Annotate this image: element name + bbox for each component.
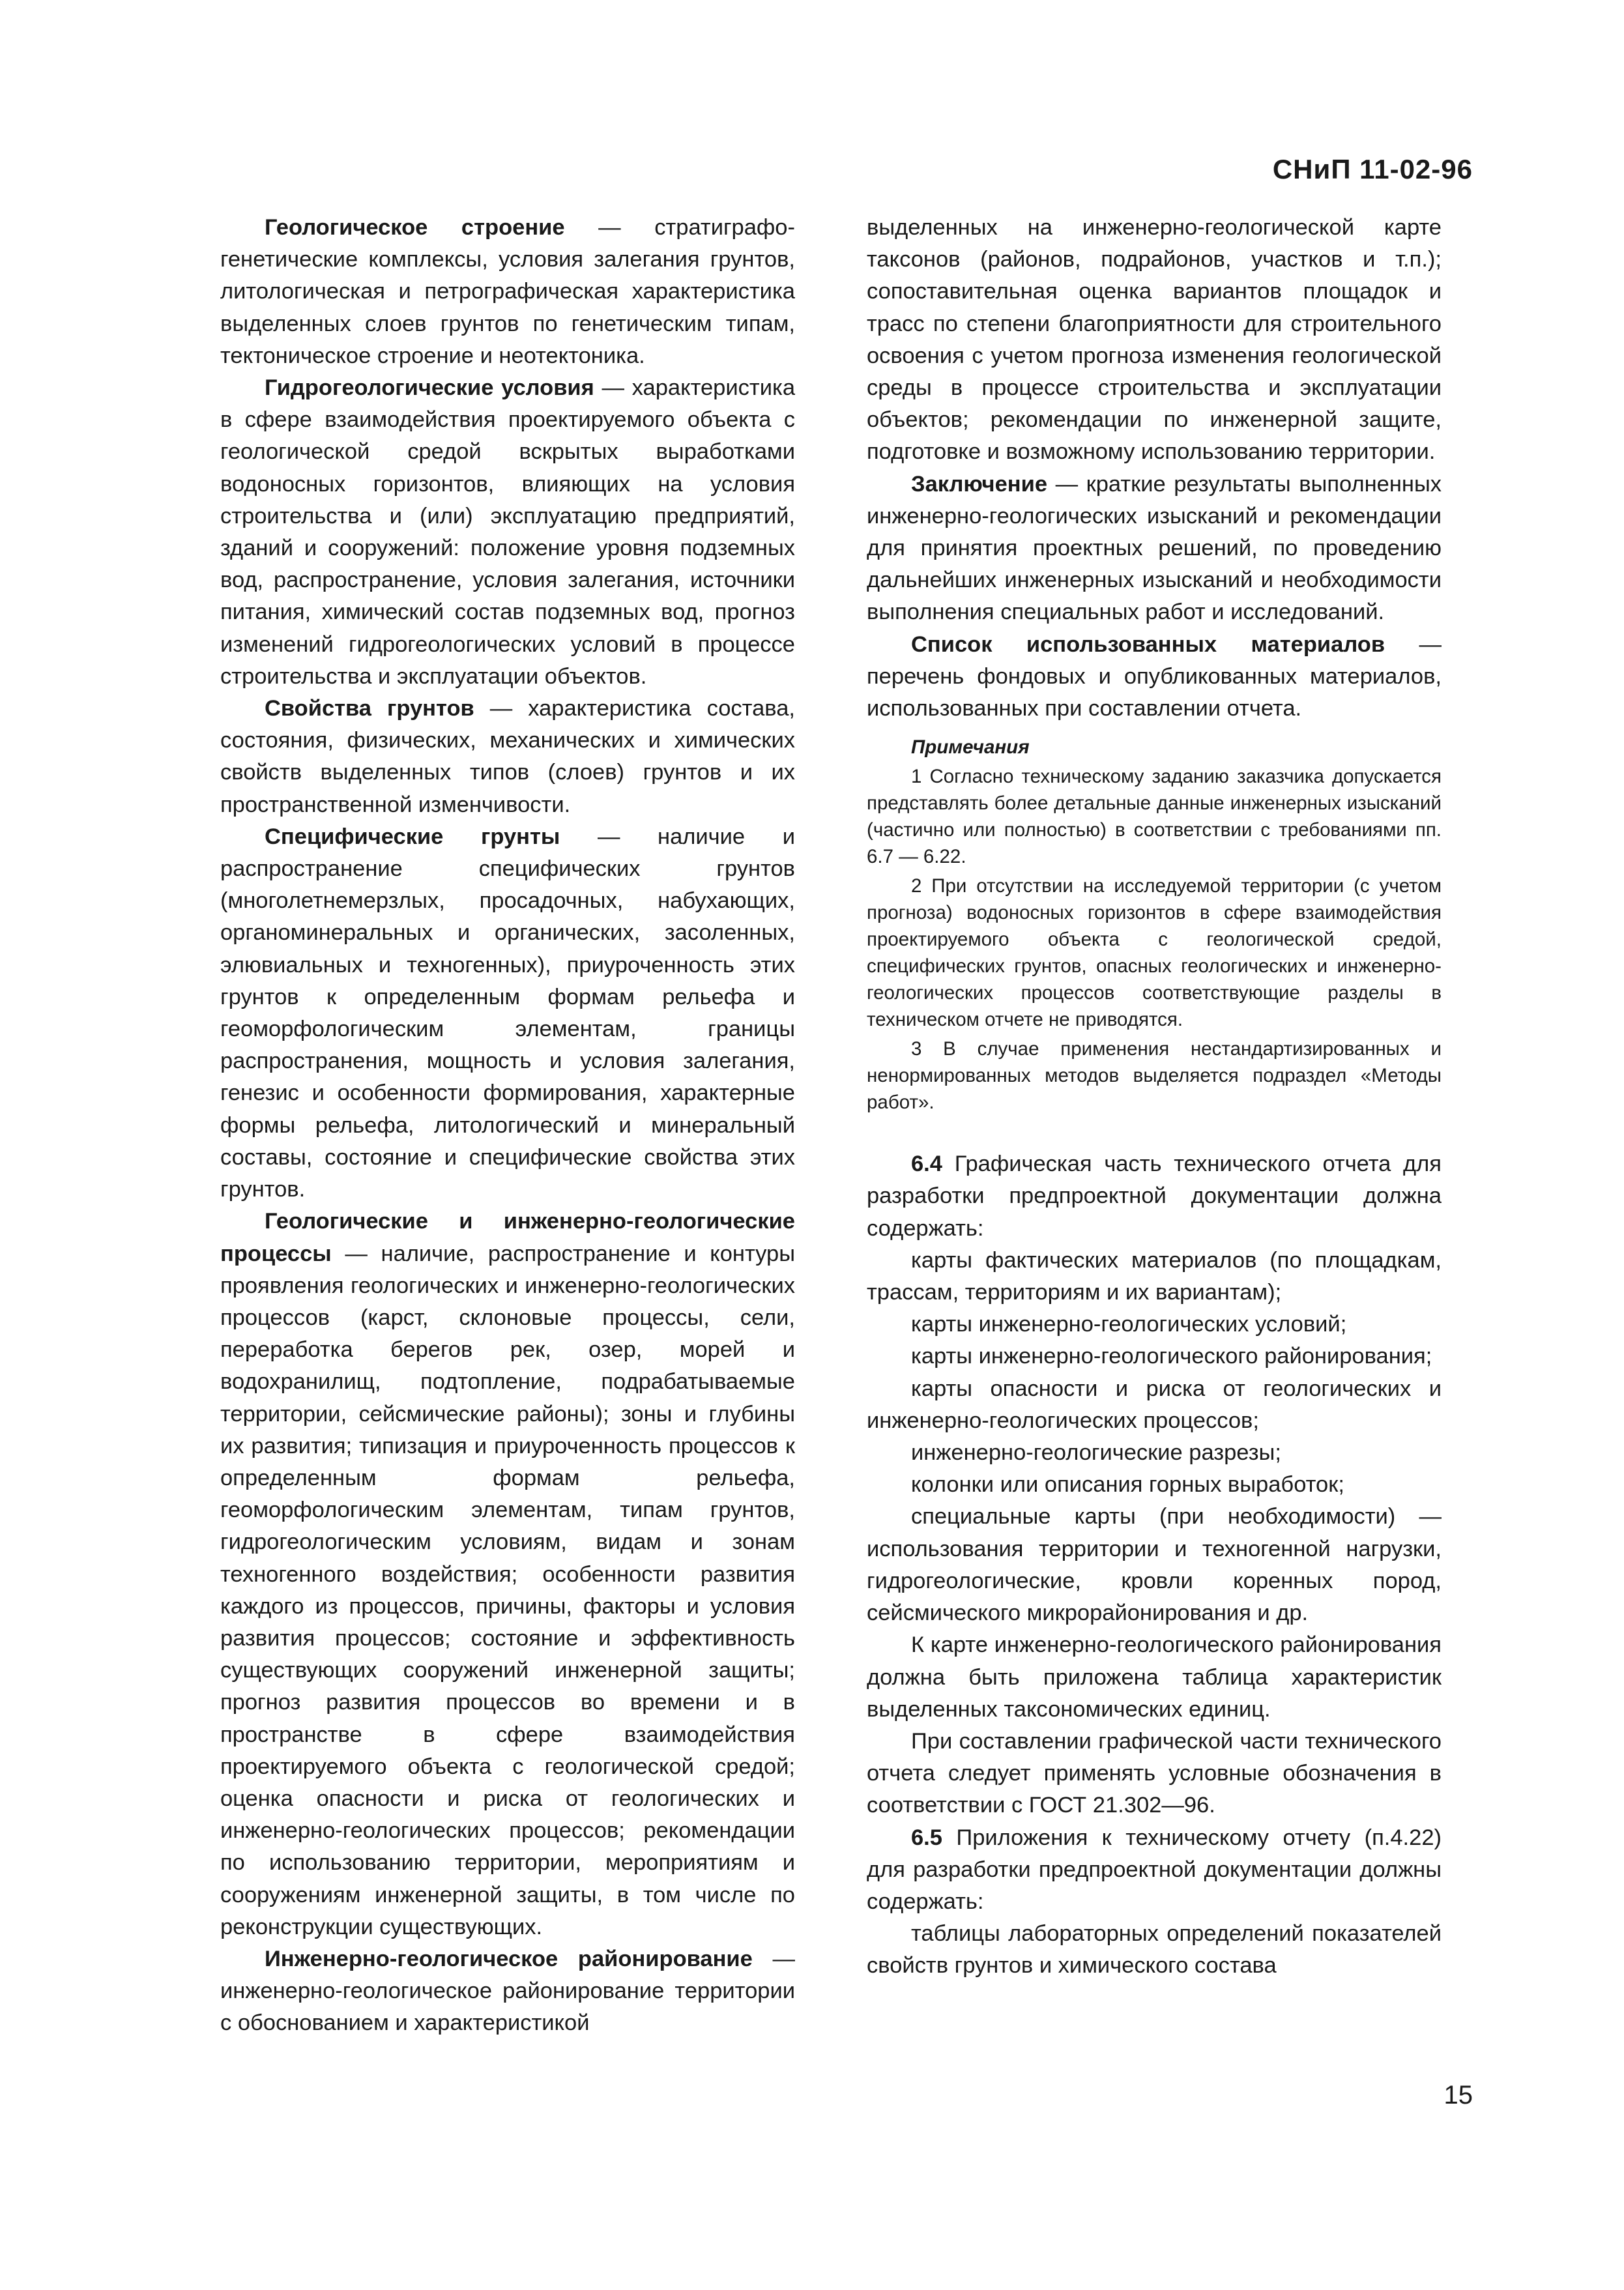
paragraph: Геологические и инженерно-геологические процессы — наличие, распространение и контуры проявления геологических и инженерно-геологических процессов (карст, склоновые процессы, сели, переработка берегов рек, озер, морей и водохранилищ, подтопление, подрабатываемые территории, сейсмические районы); зоны и глубины их развития; типизация и приуроченность процессов к определенным формам рельефа, геоморфологическим элементам, типам грунтов, гидрогеологическим условиям, видам и зонам техногенного воздействия; особенности развития каждого из процессов, причины, факторы и условия развития процессов; состояние и эффективность существующих сооружений инженерной защиты; прогноз развития процессов во времени и в пространстве в сфере взаимодействия проектируемого объекта с геологической средой; оценка опасности и риска от геологических и инженерно-геологических процессов; рекомендации по использованию территории, мероприятиям и сооружениям инженерной защиты, в том числе по реконструкции существующих. <box>220 1209 795 1939</box>
note-item: 2 При отсутствии на исследуемой территории (с учетом прогноза) водоносных горизонтов в сфере взаимодействия проектируемого объекта с геологической средой, специфических грунтов, опасных геологических и инженерно-геологических процессов соответствующие разделы в техническом отчете не приводятся. <box>867 875 1442 1031</box>
note-item: 3 В случае применения нестандартизированных и ненормированных методов выделяется подраздел «Методы работ». <box>867 1038 1442 1114</box>
document-code: СНиП 11-02-96 <box>1272 154 1473 184</box>
list-item: специальные карты (при необходимости) — использования территории и техногенной нагрузки, гидрогеологические, кровли коренных пород, сейсмического микрорайонирования и др. <box>867 1504 1442 1626</box>
term: Заключение <box>911 471 1048 497</box>
spacer <box>867 1118 1442 1148</box>
section-6-5: 6.5 Приложения к техническому отчету (п.4.22) для разработки предпроектной документации должны содержать: <box>867 1825 1442 1914</box>
paragraph: Инженерно-геологическое районирование — инженерно-геологическое районирование территории с обоснованием и характеристикой <box>220 1946 795 2036</box>
term: Свойства грунтов <box>265 696 474 721</box>
list-item: карты опасности и риска от геологических и инженерно-геологических процессов; <box>867 1376 1442 1433</box>
paragraph: Заключение — краткие результаты выполненных инженерно-геологических изысканий и рекомендации для принятия проектных решений, по проведению дальнейших инженерных изысканий и необходимости выполнения специальных работ и исследований. <box>867 471 1442 625</box>
paragraph: Геологическое строение — стратиграфо-генетические комплексы, условия залегания грунтов, литологическая и петрографическая характеристика выделенных слоев грунтов по генетическим типам, тектоническое строение и неотектоника. <box>220 215 795 368</box>
list-item: карты инженерно-геологического районирования; <box>911 1344 1432 1369</box>
list-item: карты инженерно-геологических условий; <box>911 1312 1347 1337</box>
term: Список использованных материалов <box>911 631 1385 657</box>
right-column <box>867 212 1442 1982</box>
note-item: 1 Согласно техническому заданию заказчика допускается представлять более детальные данные инженерных изысканий (частично или полностью) в соответствии с требованиями пп. 6.7 — 6.22. <box>867 766 1442 868</box>
notes-block <box>867 734 1442 1116</box>
list-item: карты фактических материалов (по площадкам, трассам, территориям и их вариантам); <box>867 1247 1442 1305</box>
paragraph: При составлении графической части технического отчета следует применять условные обозначения в соответствии с ГОСТ 21.302—96. <box>867 1728 1442 1818</box>
term: Геологическое строение <box>265 215 565 240</box>
notes-title: Примечания <box>911 736 1030 759</box>
paragraph: Гидрогеологические условия — характеристика в сфере взаимодействия проектируемого объекта с геологической средой вскрытых выработками водоносных горизонтов, влияющих на условия строительства и (или) эксплуатацию предприятий, зданий и сооружений: положение уровня подземных вод, распространение, условия залегания, источники питания, химический состав подземных вод, прогноз изменений гидрогеологических условий в процессе строительства и эксплуатации объектов. <box>220 375 796 689</box>
section-number: 6.5 <box>911 1825 942 1850</box>
left-column <box>220 212 795 2040</box>
paragraph: таблицы лабораторных определений показателей свойств грунтов и химического состава <box>867 1921 1442 1978</box>
list-item: колонки или описания горных выработок; <box>911 1472 1344 1498</box>
section-number: 6.4 <box>911 1152 942 1177</box>
term: Гидрогеологические условия <box>265 375 594 401</box>
paragraph: Свойства грунтов — характеристика состава, состояния, физических, механических и химических свойств выделенных типов (слоев) грунтов и их пространственной изменчивости. <box>220 696 795 817</box>
term: Инженерно-геологическое районирование <box>265 1946 753 1971</box>
paragraph: выделенных на инженерно-геологической карте таксонов (районов, подрайонов, участков и т.п.); сопоставительная оценка вариантов площадок и трасс по степени благоприятности для строительного освоения с учетом прогноза изменения геологической среды в процессе строительства и эксплуатации объектов; рекомендации по инженерной защите, подготовке и возможному использованию территории. <box>867 215 1442 465</box>
paragraph: К карте инженерно-геологического районирования должна быть приложена таблица характеристик выделенных таксономических единиц. <box>867 1632 1442 1722</box>
page-number: 15 <box>1443 2081 1473 2109</box>
paragraph: Список использованных материалов — перечень фондовых и опубликованных материалов, использованных при составлении отчета. <box>867 631 1442 721</box>
term: Геологические и инженерно-геологические процессы <box>220 1209 795 1266</box>
paragraph: Специфические грунты — наличие и распространение специфических грунтов (многолетнемерзлых, просадочных, набухающих, органоминеральных и органических, засоленных, элювиальных и техногенных), приуроченность этих грунтов к определенным формам рельефа и геоморфологическим элементам, границы распространения, мощность и условия залегания, генезис и особенности формирования, характерные формы рельефа, литологический и минеральный составы, состояние и специфические свойства этих грунтов. <box>220 824 795 1202</box>
section-6-4: 6.4 Графическая часть технического отчета для разработки предпроектной документации должна содержать: <box>867 1152 1442 1241</box>
list-item: инженерно-геологические разрезы; <box>911 1440 1281 1466</box>
term: Специфические грунты <box>265 824 560 849</box>
